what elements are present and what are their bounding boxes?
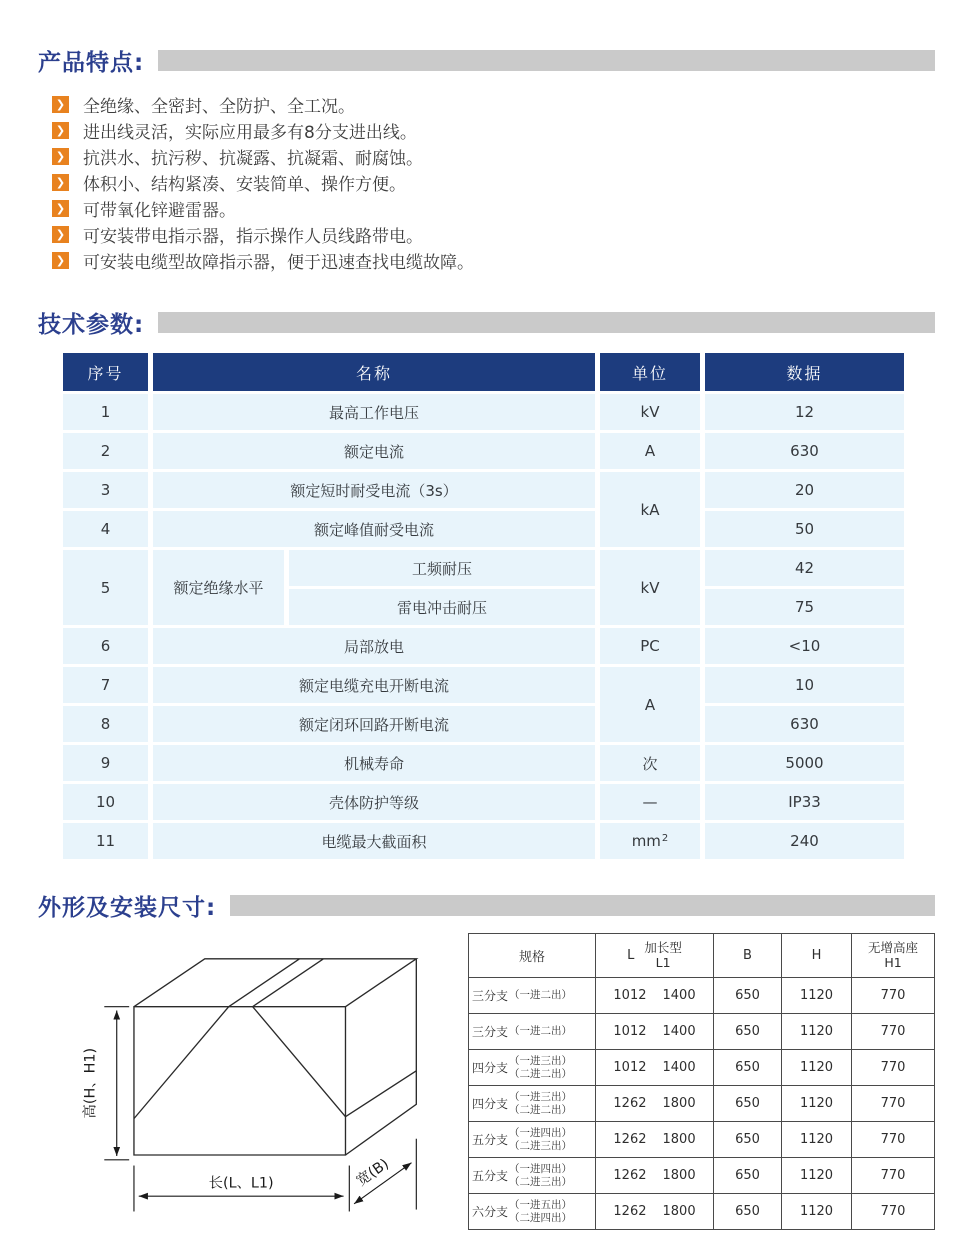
- cell-value: 630: [705, 433, 904, 469]
- cell-value: 10: [705, 667, 904, 703]
- col-header-no: 序号: [63, 353, 148, 391]
- spec-paren1: （一进四出）: [509, 1163, 573, 1176]
- cell-unit: [600, 823, 700, 859]
- unit-base: mm: [631, 832, 661, 850]
- cell-value: 50: [705, 511, 904, 547]
- spec-paren2: （二进二出）: [509, 1067, 573, 1080]
- col-header-b: B: [714, 934, 782, 978]
- cell-name: 额定峰值耐受电流: [153, 511, 595, 547]
- feature-text: 抗洪水、抗污秽、抗凝露、抗凝霜、耐腐蚀。: [83, 148, 423, 169]
- col-header-h: H: [782, 934, 852, 978]
- feature-item: [52, 195, 935, 221]
- cell-unit: kV: [600, 394, 700, 430]
- col-header-spec: 规格: [469, 934, 596, 978]
- spec-paren1: （一进二出）: [509, 1025, 573, 1038]
- arrow-bullet-icon: ❯: [52, 252, 69, 269]
- table-row: [469, 1194, 935, 1230]
- feature-text: 可安装带电指示器，指示操作人员线路带电。: [83, 226, 423, 247]
- val-b: 650: [714, 1086, 782, 1122]
- val-l1: 1800: [662, 1168, 696, 1183]
- cell-no: 6: [63, 628, 148, 664]
- arrow-bullet-icon: ❯: [52, 200, 69, 217]
- feature-list: [52, 91, 935, 273]
- header-h1-line1: 无增高座: [867, 940, 918, 956]
- spec-paren2: （二进三出）: [509, 1139, 573, 1152]
- table-row: [469, 1050, 935, 1086]
- val-l: 1012: [613, 1060, 647, 1075]
- arrow-bullet-icon: ❯: [52, 174, 69, 191]
- cell-no: 3: [63, 472, 148, 508]
- val-h1: 770: [852, 1194, 935, 1230]
- width-label: 宽(B): [353, 1156, 392, 1190]
- header-l1-line2: L1: [655, 954, 671, 970]
- val-b: 650: [714, 1158, 782, 1194]
- spec-paren1: （一进三出）: [509, 1091, 573, 1104]
- cell-sub-name: 雷电冲击耐压: [289, 589, 595, 625]
- cell-value: 630: [705, 706, 904, 742]
- cell-unit-merged: A: [600, 667, 700, 742]
- spec-prefix: 五分支: [472, 1133, 509, 1147]
- cell-unit: —: [600, 784, 700, 820]
- val-b: 650: [714, 978, 782, 1014]
- cell-no: 9: [63, 745, 148, 781]
- cell-unit: A: [600, 433, 700, 469]
- cell-name: 额定电缆充电开断电流: [153, 667, 595, 703]
- arrow-bullet-icon: ❯: [52, 226, 69, 243]
- dimensions-table-header-row: [469, 934, 935, 978]
- header-bar: [158, 50, 935, 71]
- arrow-bullet-icon: ❯: [52, 122, 69, 139]
- cell-name: 额定闭环回路开断电流: [153, 706, 595, 742]
- spec-prefix: 四分支: [472, 1061, 509, 1075]
- cell-name: 机械寿命: [153, 745, 595, 781]
- table-row: [469, 1158, 935, 1194]
- val-l1: 1800: [662, 1132, 696, 1147]
- spec-prefix: 三分支: [472, 989, 509, 1003]
- val-h: 1120: [782, 1086, 852, 1122]
- val-h: 1120: [782, 978, 852, 1014]
- feature-text: 进出线灵活，实际应用最多有8分支进出线。: [83, 122, 417, 143]
- feature-text: 可安装电缆型故障指示器，便于迅速查找电缆故障。: [83, 252, 474, 273]
- spec-prefix: 四分支: [472, 1097, 509, 1111]
- cell-unit-merged: kV: [600, 550, 700, 625]
- dimensions-table: [468, 933, 935, 1230]
- feature-item: [52, 247, 935, 273]
- val-l1: 1400: [662, 988, 696, 1003]
- arrow-bullet-icon: ❯: [52, 148, 69, 165]
- cell-no: 4: [63, 511, 148, 547]
- val-h1: 770: [852, 1122, 935, 1158]
- cell-name: 额定电流: [153, 433, 595, 469]
- cell-value: 42: [705, 550, 904, 586]
- cell-no: 5: [63, 550, 148, 625]
- cell-name: 额定短时耐受电流（3s）: [153, 472, 595, 508]
- feature-item: [52, 117, 935, 143]
- cell-value: 75: [705, 589, 904, 625]
- cell-unit: 次: [600, 745, 700, 781]
- section-header-features: [38, 45, 935, 75]
- tech-params-title: 技术参数:: [38, 311, 145, 338]
- feature-item: [52, 91, 935, 117]
- spec-paren2: （二进二出）: [509, 1103, 573, 1116]
- col-header-h1: [852, 934, 935, 978]
- cell-value: <10: [705, 628, 904, 664]
- cell-no: 7: [63, 667, 148, 703]
- tech-params-table: [63, 353, 904, 859]
- spec-prefix: 五分支: [472, 1169, 509, 1183]
- cell-name: 局部放电: [153, 628, 595, 664]
- height-label: 高(H、H1): [82, 1047, 99, 1119]
- val-b: 650: [714, 1122, 782, 1158]
- val-l: 1012: [613, 988, 647, 1003]
- col-header-length: [596, 934, 714, 978]
- cell-name: 最高工作电压: [153, 394, 595, 430]
- header-l: L: [627, 948, 635, 963]
- section-header-dimensions: [38, 890, 935, 920]
- dimensions-section: [38, 933, 935, 1243]
- val-h: 1120: [782, 1050, 852, 1086]
- table-row: [469, 1122, 935, 1158]
- val-l: 1262: [613, 1168, 647, 1183]
- spec-prefix: 三分支: [472, 1025, 509, 1039]
- spec-prefix: 六分支: [472, 1205, 509, 1219]
- length-label: 长(L、L1): [208, 1175, 274, 1192]
- val-h1: 770: [852, 1158, 935, 1194]
- spec-paren1: （一进三出）: [509, 1055, 573, 1068]
- dimensions-title: 外形及安装尺寸:: [38, 894, 217, 921]
- cell-no: 2: [63, 433, 148, 469]
- val-b: 650: [714, 1194, 782, 1230]
- val-l1: 1400: [662, 1060, 696, 1075]
- header-bar: [230, 895, 935, 916]
- cell-no: 10: [63, 784, 148, 820]
- feature-text: 全绝缘、全密封、全防护、全工况。: [83, 96, 355, 117]
- cell-unit: PC: [600, 628, 700, 664]
- cell-value: 12: [705, 394, 904, 430]
- table-row: [469, 1014, 935, 1050]
- section-header-tech-params: [38, 307, 935, 337]
- val-h: 1120: [782, 1194, 852, 1230]
- cell-no: 8: [63, 706, 148, 742]
- val-l: 1262: [613, 1204, 647, 1219]
- cell-value: 20: [705, 472, 904, 508]
- feature-item: [52, 143, 935, 169]
- val-h: 1120: [782, 1014, 852, 1050]
- header-bar: [158, 312, 935, 333]
- val-h1: 770: [852, 1050, 935, 1086]
- features-title: 产品特点:: [38, 49, 145, 76]
- cell-name: 电缆最大截面积: [153, 823, 595, 859]
- val-l: 1012: [613, 1024, 647, 1039]
- val-h: 1120: [782, 1122, 852, 1158]
- cell-no: 11: [63, 823, 148, 859]
- cell-no: 1: [63, 394, 148, 430]
- cell-value: IP33: [705, 784, 904, 820]
- val-l1: 1400: [662, 1024, 696, 1039]
- val-b: 650: [714, 1014, 782, 1050]
- spec-paren1: （一进二出）: [509, 989, 573, 1002]
- feature-text: 可带氧化锌避雷器。: [83, 200, 236, 221]
- cell-unit-merged: kA: [600, 472, 700, 547]
- unit-superscript: 2: [661, 832, 669, 844]
- val-l1: 1800: [662, 1096, 696, 1111]
- feature-item: [52, 221, 935, 247]
- col-header-value: 数据: [705, 353, 904, 391]
- spec-paren1: （一进五出）: [509, 1199, 573, 1212]
- header-l1-line1: 加长型: [644, 940, 682, 956]
- val-l: 1262: [613, 1096, 647, 1111]
- cell-value: 5000: [705, 745, 904, 781]
- val-h1: 770: [852, 1014, 935, 1050]
- table-row: [469, 1086, 935, 1122]
- isometric-box-outline: [134, 959, 416, 1155]
- val-l1: 1800: [662, 1204, 696, 1219]
- cell-group-name: 额定绝缘水平: [153, 550, 284, 625]
- cell-sub-name: 工频耐压: [289, 550, 595, 586]
- feature-item: [52, 169, 935, 195]
- col-header-unit: 单位: [600, 353, 700, 391]
- val-h1: 770: [852, 978, 935, 1014]
- spec-paren2: （二进四出）: [509, 1211, 573, 1224]
- arrow-bullet-icon: ❯: [52, 96, 69, 113]
- outline-dimension-diagram: [66, 933, 468, 1243]
- spec-paren1: （一进四出）: [509, 1127, 573, 1140]
- spec-paren2: （二进三出）: [509, 1175, 573, 1188]
- header-h1-line2: H1: [884, 954, 902, 970]
- val-h: 1120: [782, 1158, 852, 1194]
- feature-text: 体积小、结构紧凑、安装简单、操作方便。: [83, 174, 406, 195]
- table-row: [469, 978, 935, 1014]
- val-l: 1262: [613, 1132, 647, 1147]
- val-h1: 770: [852, 1086, 935, 1122]
- cell-value: 240: [705, 823, 904, 859]
- cell-name: 壳体防护等级: [153, 784, 595, 820]
- col-header-name: 名称: [153, 353, 595, 391]
- val-b: 650: [714, 1050, 782, 1086]
